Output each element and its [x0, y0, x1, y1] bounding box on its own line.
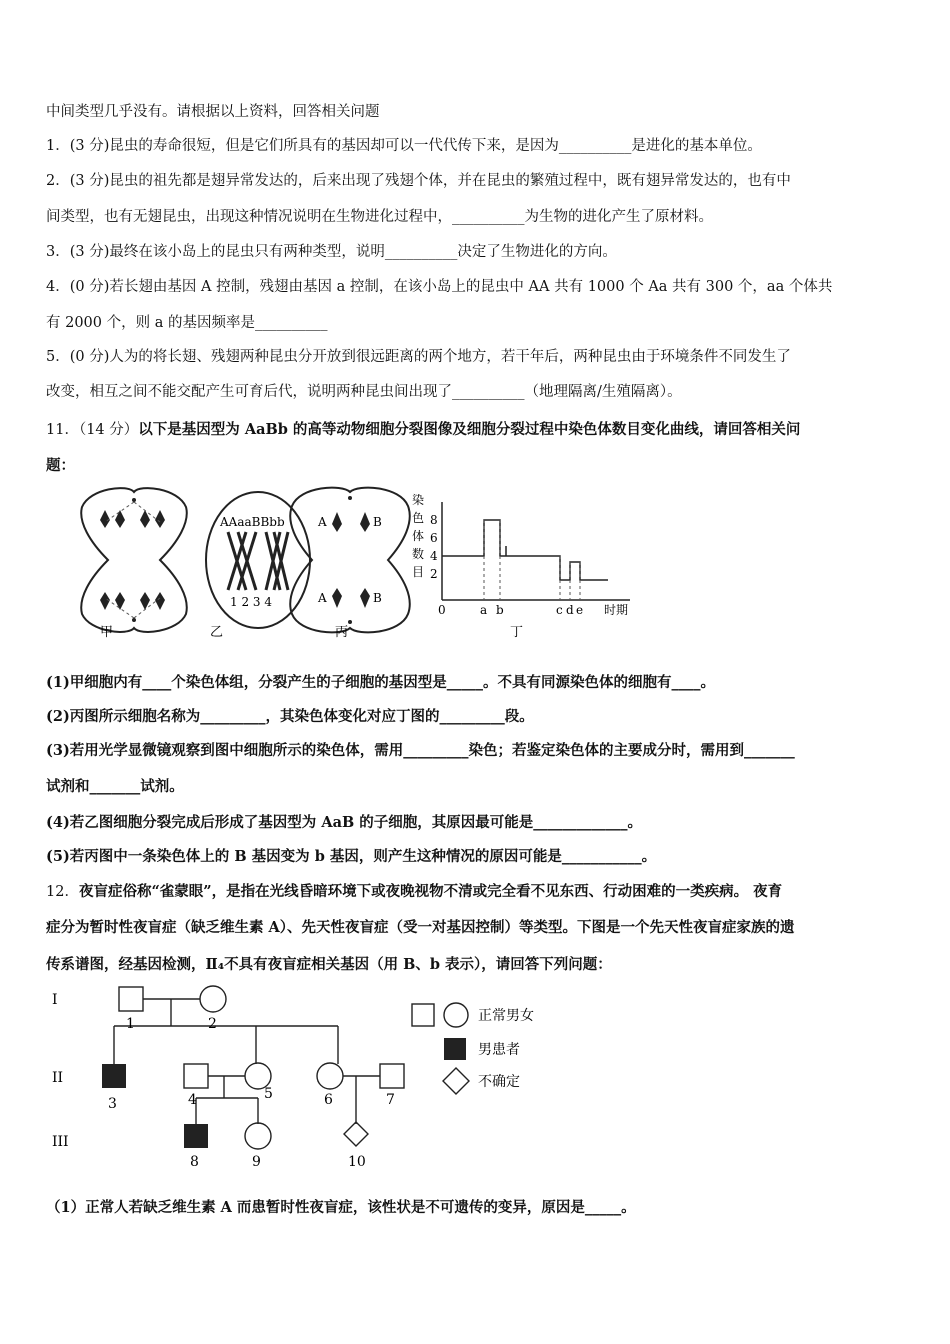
ding-ylabel-4: 目: [412, 565, 425, 579]
pedigree-chart: [46, 982, 606, 1177]
q11-sub2: (2)丙图所示细胞名称为_________，其染色体变化对应丁图的_________段。: [46, 708, 534, 725]
legend-patient-text: 男患者: [478, 1042, 520, 1058]
id-8: 8: [190, 1154, 199, 1170]
individual-6: [317, 1063, 343, 1089]
individual-3: [102, 1064, 126, 1088]
ding-xtick-c: c: [556, 603, 563, 617]
q11-stem: 以下是基因型为 AaBb 的高等动物细胞分裂图像及细胞分裂过程中染色体数目变化曲线，请回答相关问: [138, 421, 801, 438]
ding-xtick-d: d: [566, 603, 574, 617]
q10-4a: 4．(0 分)若长翅由基因 A 控制，残翅由基因 a 控制，在该小岛上的昆虫中 AA 共有 1000 个 Aa 共有 300 个，aa 个体共: [46, 279, 833, 295]
label-bing: 丙: [335, 625, 349, 640]
legend-uncertain-text: 不确定: [478, 1074, 520, 1090]
q10-4b: 有 2000 个，则 a 的基因频率是__________: [46, 315, 328, 331]
ding-ytick-4: 4: [430, 549, 438, 563]
id-7: 7: [386, 1092, 395, 1108]
intro-line: 中间类型几乎没有。请根据以上资料，回答相关问题: [46, 104, 380, 120]
yi-chromosome-numbers: 1 2 3 4: [230, 595, 272, 609]
q11-number: 11．（14 分）: [46, 422, 139, 438]
q11-heading: [46, 420, 800, 440]
ding-ylabel-1: 色: [412, 511, 425, 525]
legend-normal-text: 正常男女: [478, 1008, 534, 1024]
q10-1: 1．(3 分)昆虫的寿命很短，但是它们所具有的基因却可以一代代传下来，是因为__________是进化的基本单位。: [46, 138, 762, 154]
q11-sub3a: (3)若用光学显微镜观察到图中细胞所示的染色体，需用_________染色；若鉴定染色体的主要成分时，需用到_______: [46, 742, 795, 759]
ding-ytick-2: 2: [430, 567, 438, 581]
id-2: 2: [208, 1016, 217, 1032]
ding-ylabel-2: 体: [412, 529, 425, 543]
q11-sub3b: 试剂和_______试剂。: [46, 778, 184, 795]
bing-gene-top-b: B: [373, 515, 382, 529]
cell-jia-outline: [81, 488, 187, 632]
gen-label-3: III: [52, 1134, 69, 1150]
legend-uncertain: [443, 1068, 469, 1094]
individual-9: [245, 1123, 271, 1149]
individual-10: [344, 1122, 368, 1146]
label-ding: 丁: [510, 625, 524, 640]
cell-division-figure: [60, 482, 650, 642]
id-3: 3: [108, 1096, 117, 1112]
q10-5a: 5．(0 分)人为的将长翅、残翅两种昆虫分开放到很远距离的两个地方，若干年后，两种昆虫由于环境条件不同发生了: [46, 349, 791, 365]
id-10: 10: [348, 1154, 366, 1170]
ding-ylabel-3: 数: [412, 547, 425, 561]
label-yi: 乙: [210, 625, 224, 640]
individual-2: [200, 986, 226, 1012]
id-4: 4: [188, 1092, 197, 1108]
legend-normal-male: [412, 1004, 434, 1026]
q10-2a: 2．(3 分)昆虫的祖先都是翅异常发达的，后来出现了残翅个体，并在昆虫的繁殖过程中，既有翅异常发达的，也有中: [46, 173, 791, 189]
q10-2b: 间类型，也有无翅昆虫，出现这种情况说明在生物进化过程中，__________为生物的进化产生了原材料。: [46, 209, 713, 225]
individual-8: [184, 1124, 208, 1148]
ding-labels: [412, 492, 628, 617]
ding-xtick-a: a: [480, 603, 488, 617]
id-5: 5: [264, 1086, 273, 1102]
ding-ylabel-0: 染: [412, 493, 425, 507]
q12-stem: 夜盲症俗称“雀蒙眼”，是指在光线昏暗环境下或夜晚视物不清或完全看不见东西、行动困难的一类疾病。 夜育: [78, 883, 783, 900]
q12-sub1: （1）正常人若缺乏维生素 A 而患暂时性夜盲症，该性状是不可遗传的变异，原因是_____。: [46, 1199, 636, 1216]
q12-stem-2: 症分为暂时性夜盲症（缺乏维生素 A）、先天性夜盲症（受一对基因控制）等类型。下图是一个先天性夜盲症家族的遗: [46, 919, 795, 936]
q12-stem-3: 传系谱图，经基因检测，Ⅱ₄不具有夜盲症相关基因（用 B、b 表示），请回答下列问题：: [46, 956, 612, 973]
id-6: 6: [324, 1092, 333, 1108]
bing-gene-bot-b: B: [373, 591, 382, 605]
ding-xtick-b: b: [496, 603, 504, 617]
q10-3: 3．(3 分)最终在该小岛上的昆虫只有两种类型，说明__________决定了生物进化的方向。: [46, 244, 617, 260]
ding-ytick-8: 8: [430, 513, 438, 527]
q12-heading: [46, 882, 782, 902]
legend-normal-female: [444, 1003, 468, 1027]
ding-ytick-6: 6: [430, 531, 438, 545]
ding-curve: [442, 520, 608, 580]
bing-gene-bot-a: A: [318, 591, 327, 605]
cell-bing-outline: [290, 488, 410, 633]
q12-number: 12．: [46, 884, 79, 900]
q11-heading-cont: 题：: [46, 457, 75, 474]
yi-gene-labels: AAaaBBbb: [220, 515, 285, 529]
q11-sub1: (1)甲细胞内有____个染色体组，分裂产生的子细胞的基因型是_____。不具有同源染色体的细胞有____。: [46, 674, 716, 691]
id-1: 1: [126, 1016, 135, 1032]
ding-xtick-0: 0: [438, 603, 446, 617]
gen-label-2: II: [52, 1070, 64, 1086]
ding-xlabel: 时期: [604, 603, 629, 617]
q10-5b: 改变，相互之间不能交配产生可育后代，说明两种昆虫间出现了__________（地理隔离/生殖隔离）。: [46, 384, 682, 400]
label-jia: 甲: [100, 625, 114, 640]
individual-1: [119, 987, 143, 1011]
gen-label-1: I: [52, 992, 58, 1008]
q11-sub4: (4)若乙图细胞分裂完成后形成了基因型为 AaB 的子细胞，其原因最可能是_____________。: [46, 814, 643, 831]
legend-male-patient: [444, 1038, 466, 1060]
q11-sub5: (5)若丙图中一条染色体上的 B 基因变为 b 基因，则产生这种情况的原因可能是___________。: [46, 848, 657, 865]
id-9: 9: [252, 1154, 261, 1170]
individual-7: [380, 1064, 404, 1088]
ding-xtick-e: e: [576, 603, 584, 617]
individual-4: [184, 1064, 208, 1088]
bing-gene-top-a: A: [318, 515, 327, 529]
